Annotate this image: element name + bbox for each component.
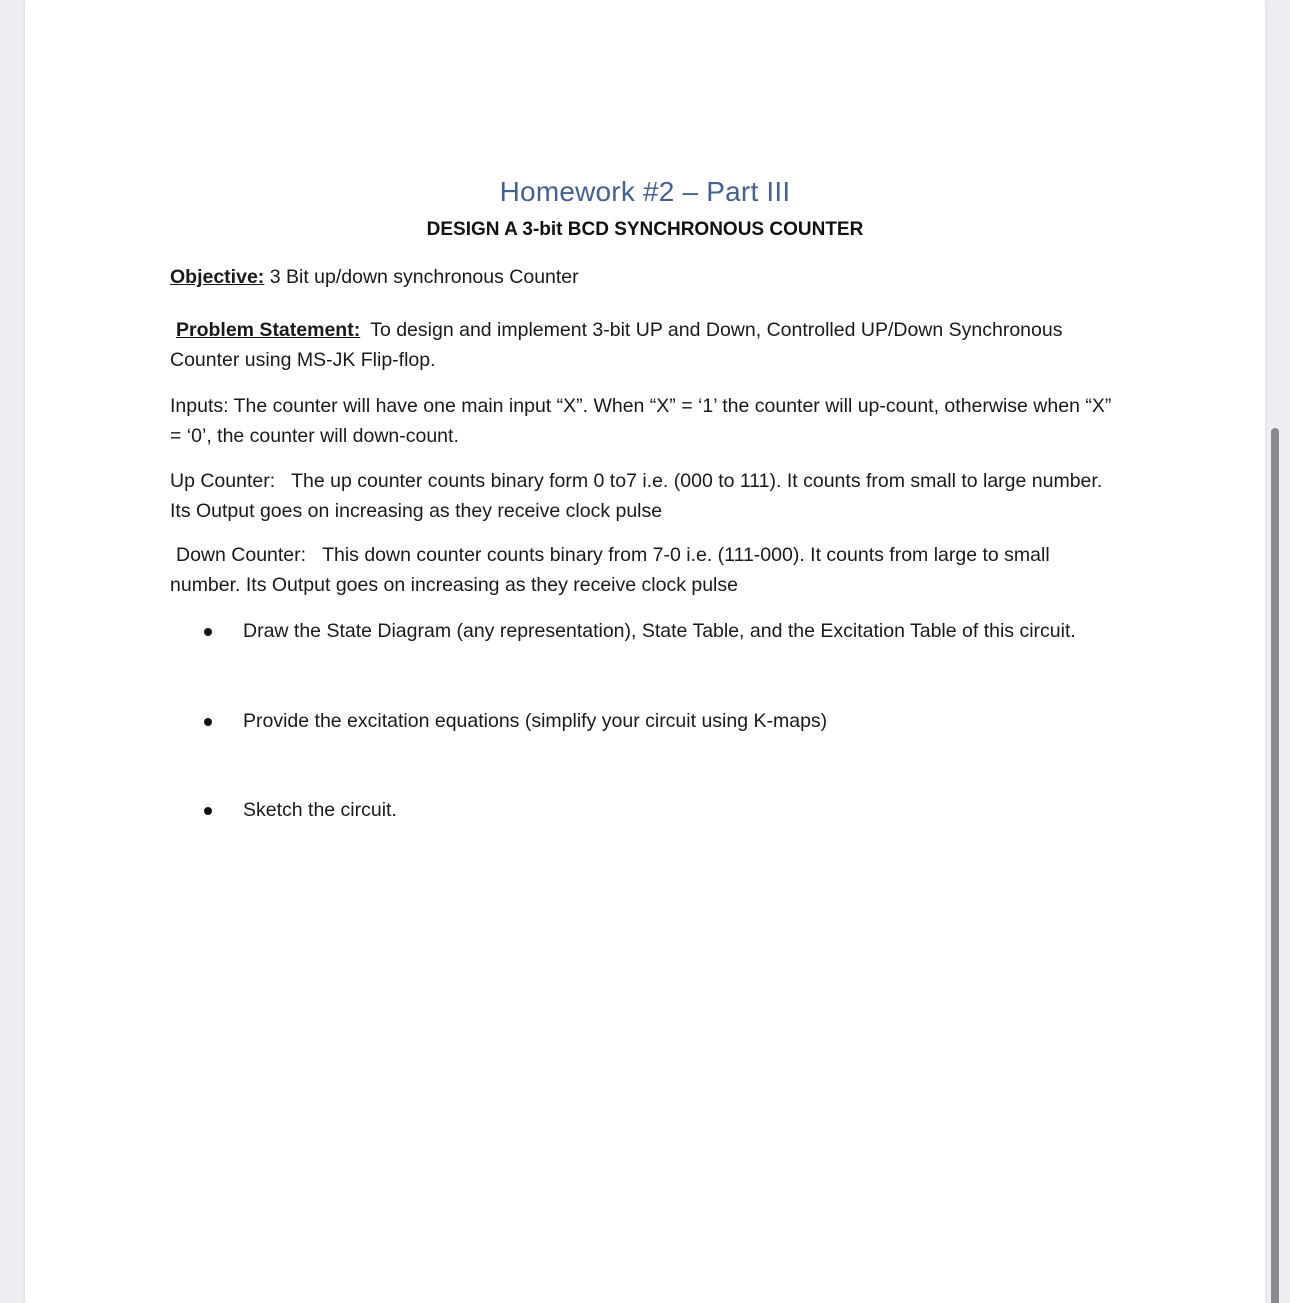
objective-label: Objective: xyxy=(170,266,265,288)
problem-statement-label: Problem Statement: xyxy=(176,319,361,341)
down-counter-text: This down counter counts binary from 7-0 i.e. (111-000). It counts from large to small number. Its Output goes on increasing as they receive clock pulse xyxy=(170,544,1050,596)
objective-paragraph xyxy=(170,262,1120,292)
bullet-icon xyxy=(204,628,212,636)
vertical-scrollbar[interactable] xyxy=(1271,428,1279,1303)
up-counter-text: The up counter counts binary form 0 to7 i.e. (000 to 111). It counts from small to large number. Its Output goes on increasing as they receive clock pulse xyxy=(170,470,1103,522)
document-subtitle: DESIGN A 3-bit BCD SYNCHRONOUS COUNTER xyxy=(426,219,864,240)
bullet-icon xyxy=(204,718,212,726)
document-page xyxy=(25,0,1265,1303)
bullet-text: Provide the excitation equations (simplify your circuit using K-maps) xyxy=(243,710,828,732)
bullet-icon xyxy=(204,807,212,815)
up-counter-label: Up Counter: xyxy=(170,470,276,492)
problem-statement-paragraph xyxy=(170,315,1120,375)
inputs-paragraph: Inputs: The counter will have one main input “X”. When “X” = ‘1’ the counter will up-count, otherwise when “X” = ‘0’, the counter will down-count. xyxy=(170,395,1112,447)
bullet-text: Draw the State Diagram (any representation), State Table, and the Excitation Table of this circuit. xyxy=(243,620,1076,642)
problem-statement-text: To design and implement 3-bit UP and Down, Controlled UP/Down Synchronous Counter using MS-JK Flip-flop. xyxy=(170,319,1063,371)
down-counter-label: Down Counter: xyxy=(176,544,307,566)
down-counter-paragraph xyxy=(170,540,1120,600)
up-counter-paragraph xyxy=(170,466,1120,526)
document-title: Homework #2 – Part III xyxy=(499,176,791,207)
objective-text: 3 Bit up/down synchronous Counter xyxy=(264,266,579,288)
bullet-text: Sketch the circuit. xyxy=(243,799,397,821)
